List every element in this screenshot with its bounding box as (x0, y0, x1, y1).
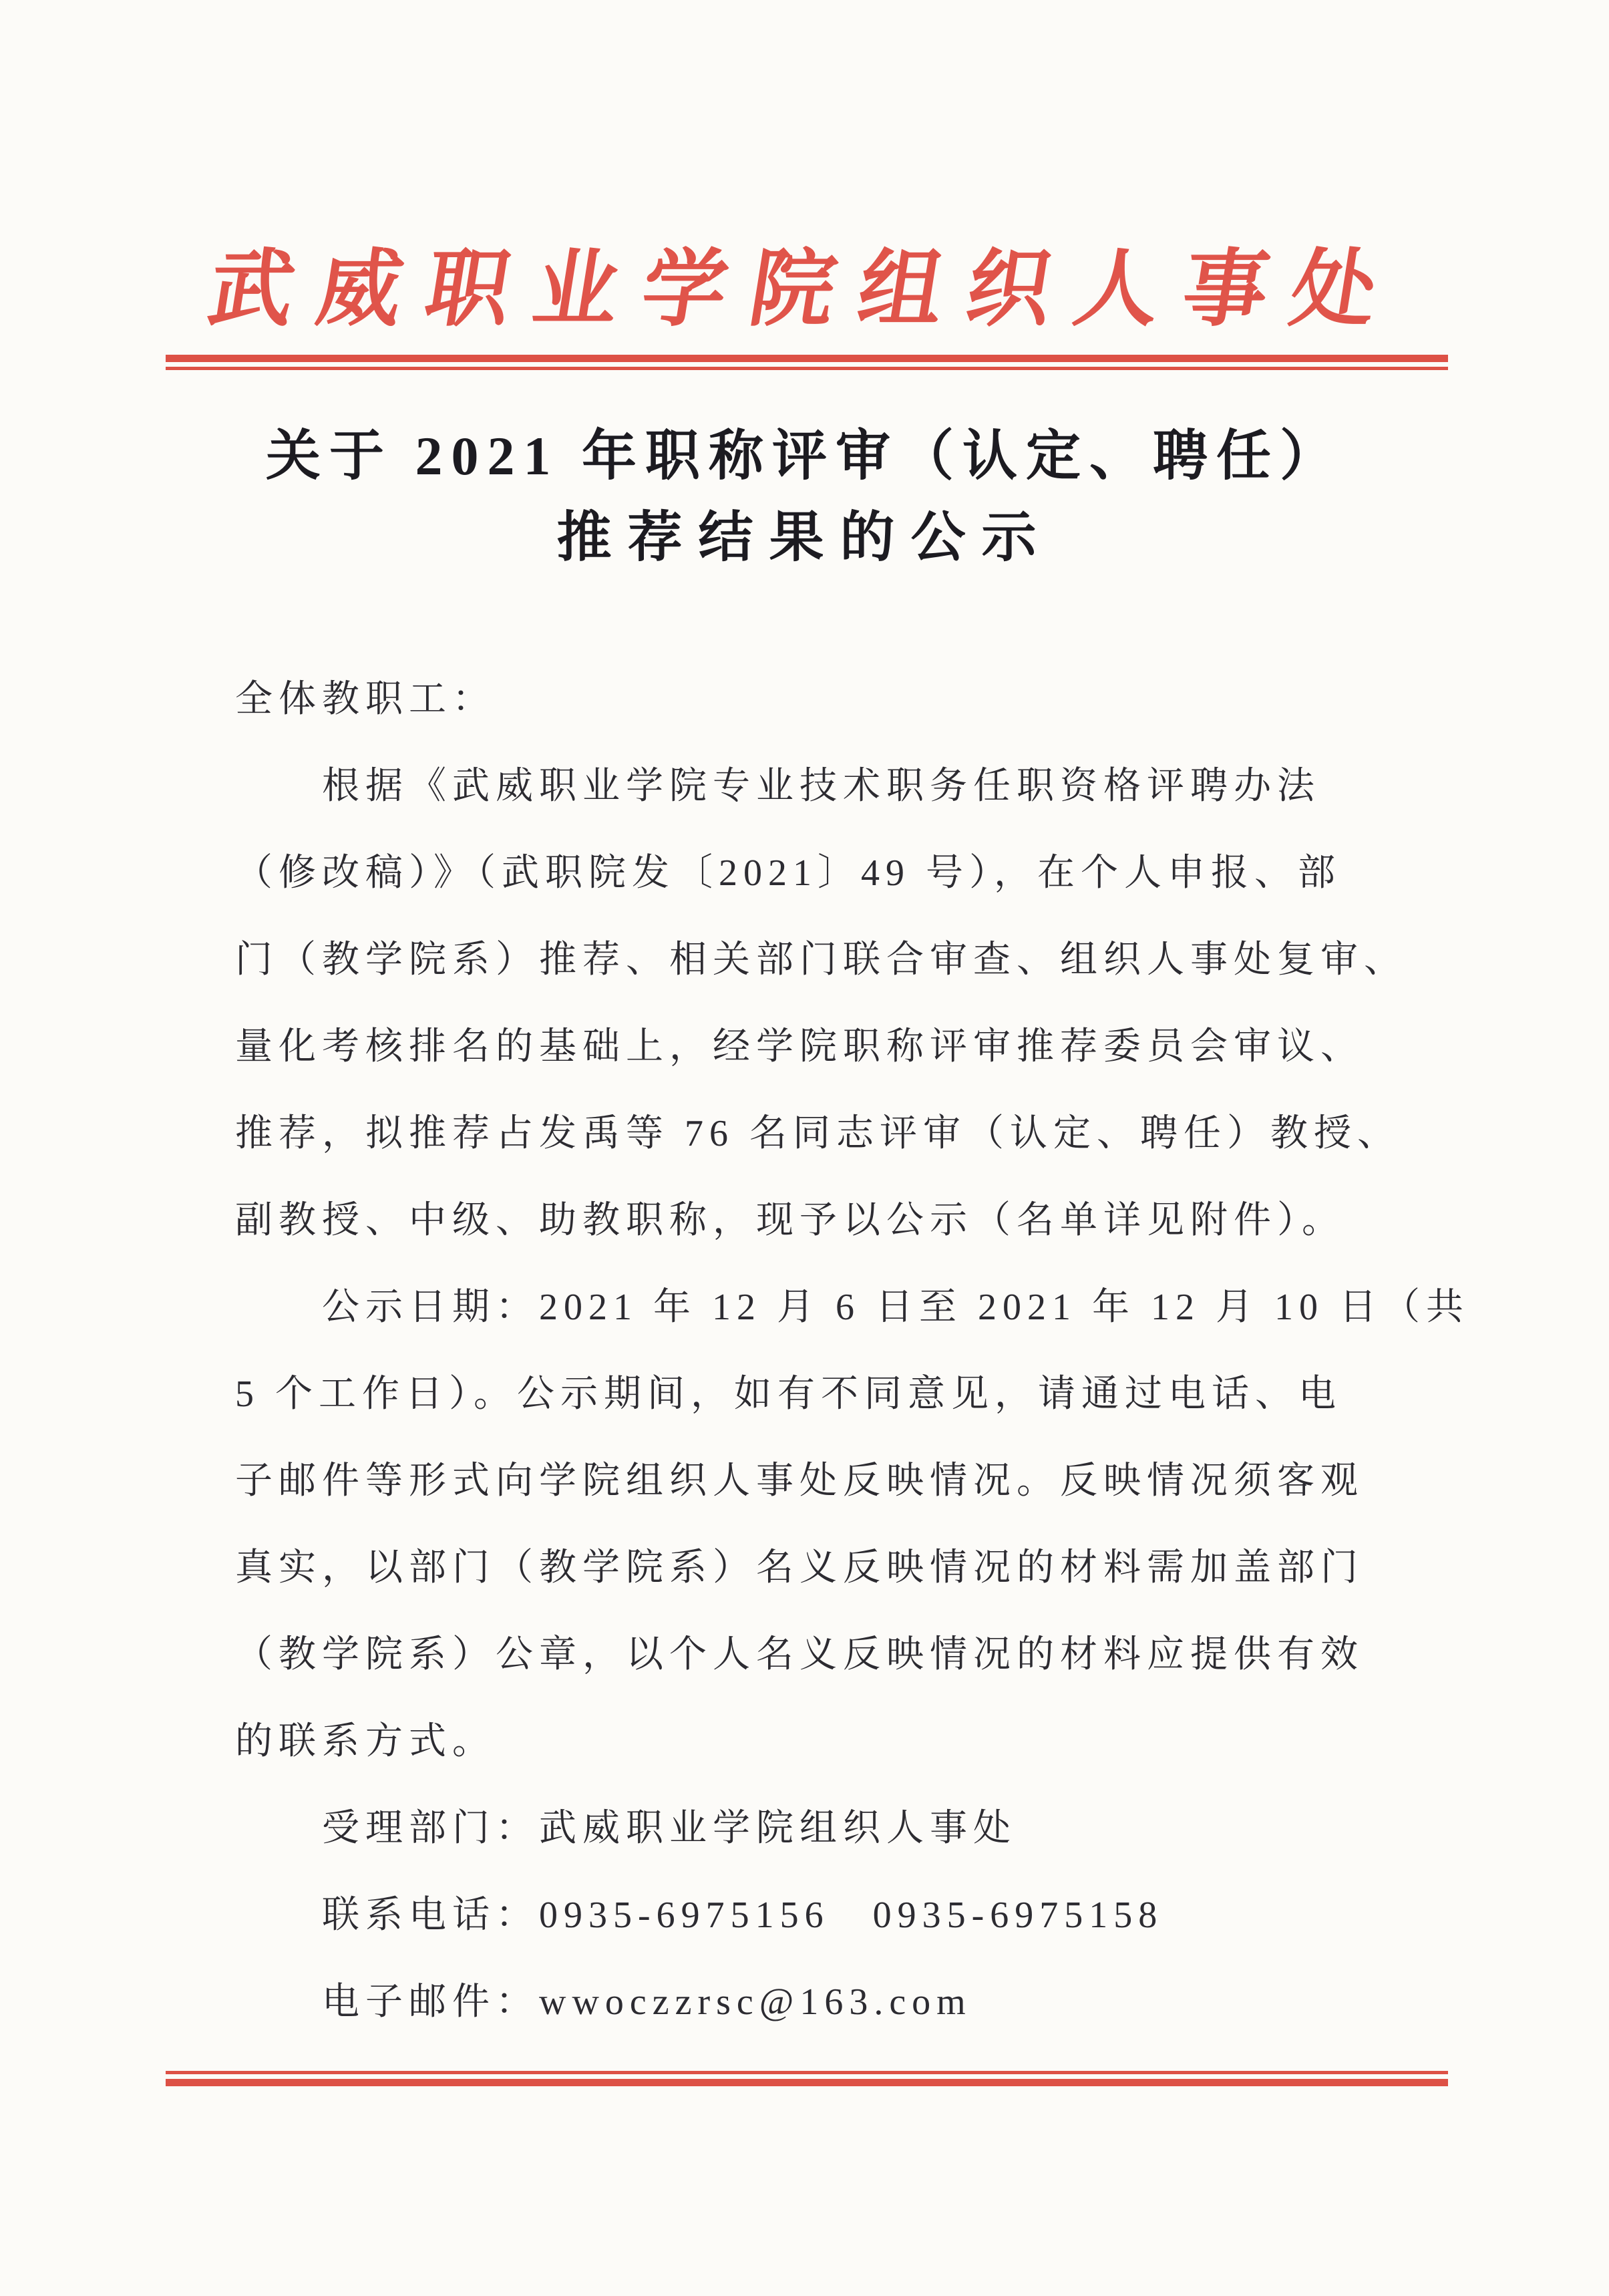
body-line: 量化考核排名的基础上，经学院职称评审推荐委员会审议、 (235, 1026, 1364, 1068)
body-line: 副教授、中级、助教职称，现予以公示（名单详见附件）。 (235, 1200, 1345, 1241)
body-line: 公示日期：2021 年 12 月 6 日至 2021 年 12 月 10 日（共 (322, 1287, 1469, 1328)
rule-gap (166, 2074, 1448, 2079)
rule-gap (166, 362, 1448, 367)
body-line: 子邮件等形式向学院组织人事处反映情况。反映情况须客观 (235, 1460, 1364, 1502)
body-line: 的联系方式。 (235, 1721, 496, 1762)
body-line: 门（教学院系）推荐、相关部门联合审查、组织人事处复审、 (235, 939, 1407, 981)
rule-thick-line (166, 2079, 1448, 2086)
body-line: （教学院系）公章，以个人名义反映情况的材料应提供有效 (235, 1634, 1364, 1675)
body-line: 推荐，拟推荐占发禹等 76 名同志评审（认定、聘任）教授、 (235, 1113, 1401, 1154)
rule-thick-line (166, 355, 1448, 362)
body-line: 真实，以部门（教学院系）名义反映情况的材料需加盖部门 (235, 1547, 1364, 1589)
body-line: 根据《武威职业学院专业技术职务任职资格评聘办法 (322, 766, 1320, 807)
letterhead-double-rule (166, 355, 1448, 370)
body-line: （修改稿）》（武职院发〔2021〕49 号），在个人申报、部 (235, 852, 1341, 894)
document-title-line2: 推荐结果的公示 (556, 507, 1053, 568)
letterhead-title (0, 240, 1609, 341)
salutation-line: 全体教职工： (235, 679, 496, 720)
body-line: 5 个工作日）。公示期间，如有不同意见，请通过电话、电 (235, 1373, 1342, 1415)
footer-double-rule (166, 2071, 1448, 2086)
contact-phone-line: 联系电话：0935-6975156 0935-6975158 (322, 1895, 1164, 1936)
notice-body (235, 656, 1469, 2045)
contact-email-line: 电子邮件：wwoczzrsc@163.com (322, 1981, 972, 2023)
accepting-department-line: 受理部门：武威职业学院组织人事处 (322, 1808, 1017, 1849)
rule-thin-line (166, 367, 1448, 370)
document-title-line1: 关于 2021 年职称评审（认定、聘任） (265, 426, 1343, 486)
letterhead-title-text: 武威职业学院组织人事处 (202, 244, 1407, 337)
document-title (0, 416, 1609, 579)
